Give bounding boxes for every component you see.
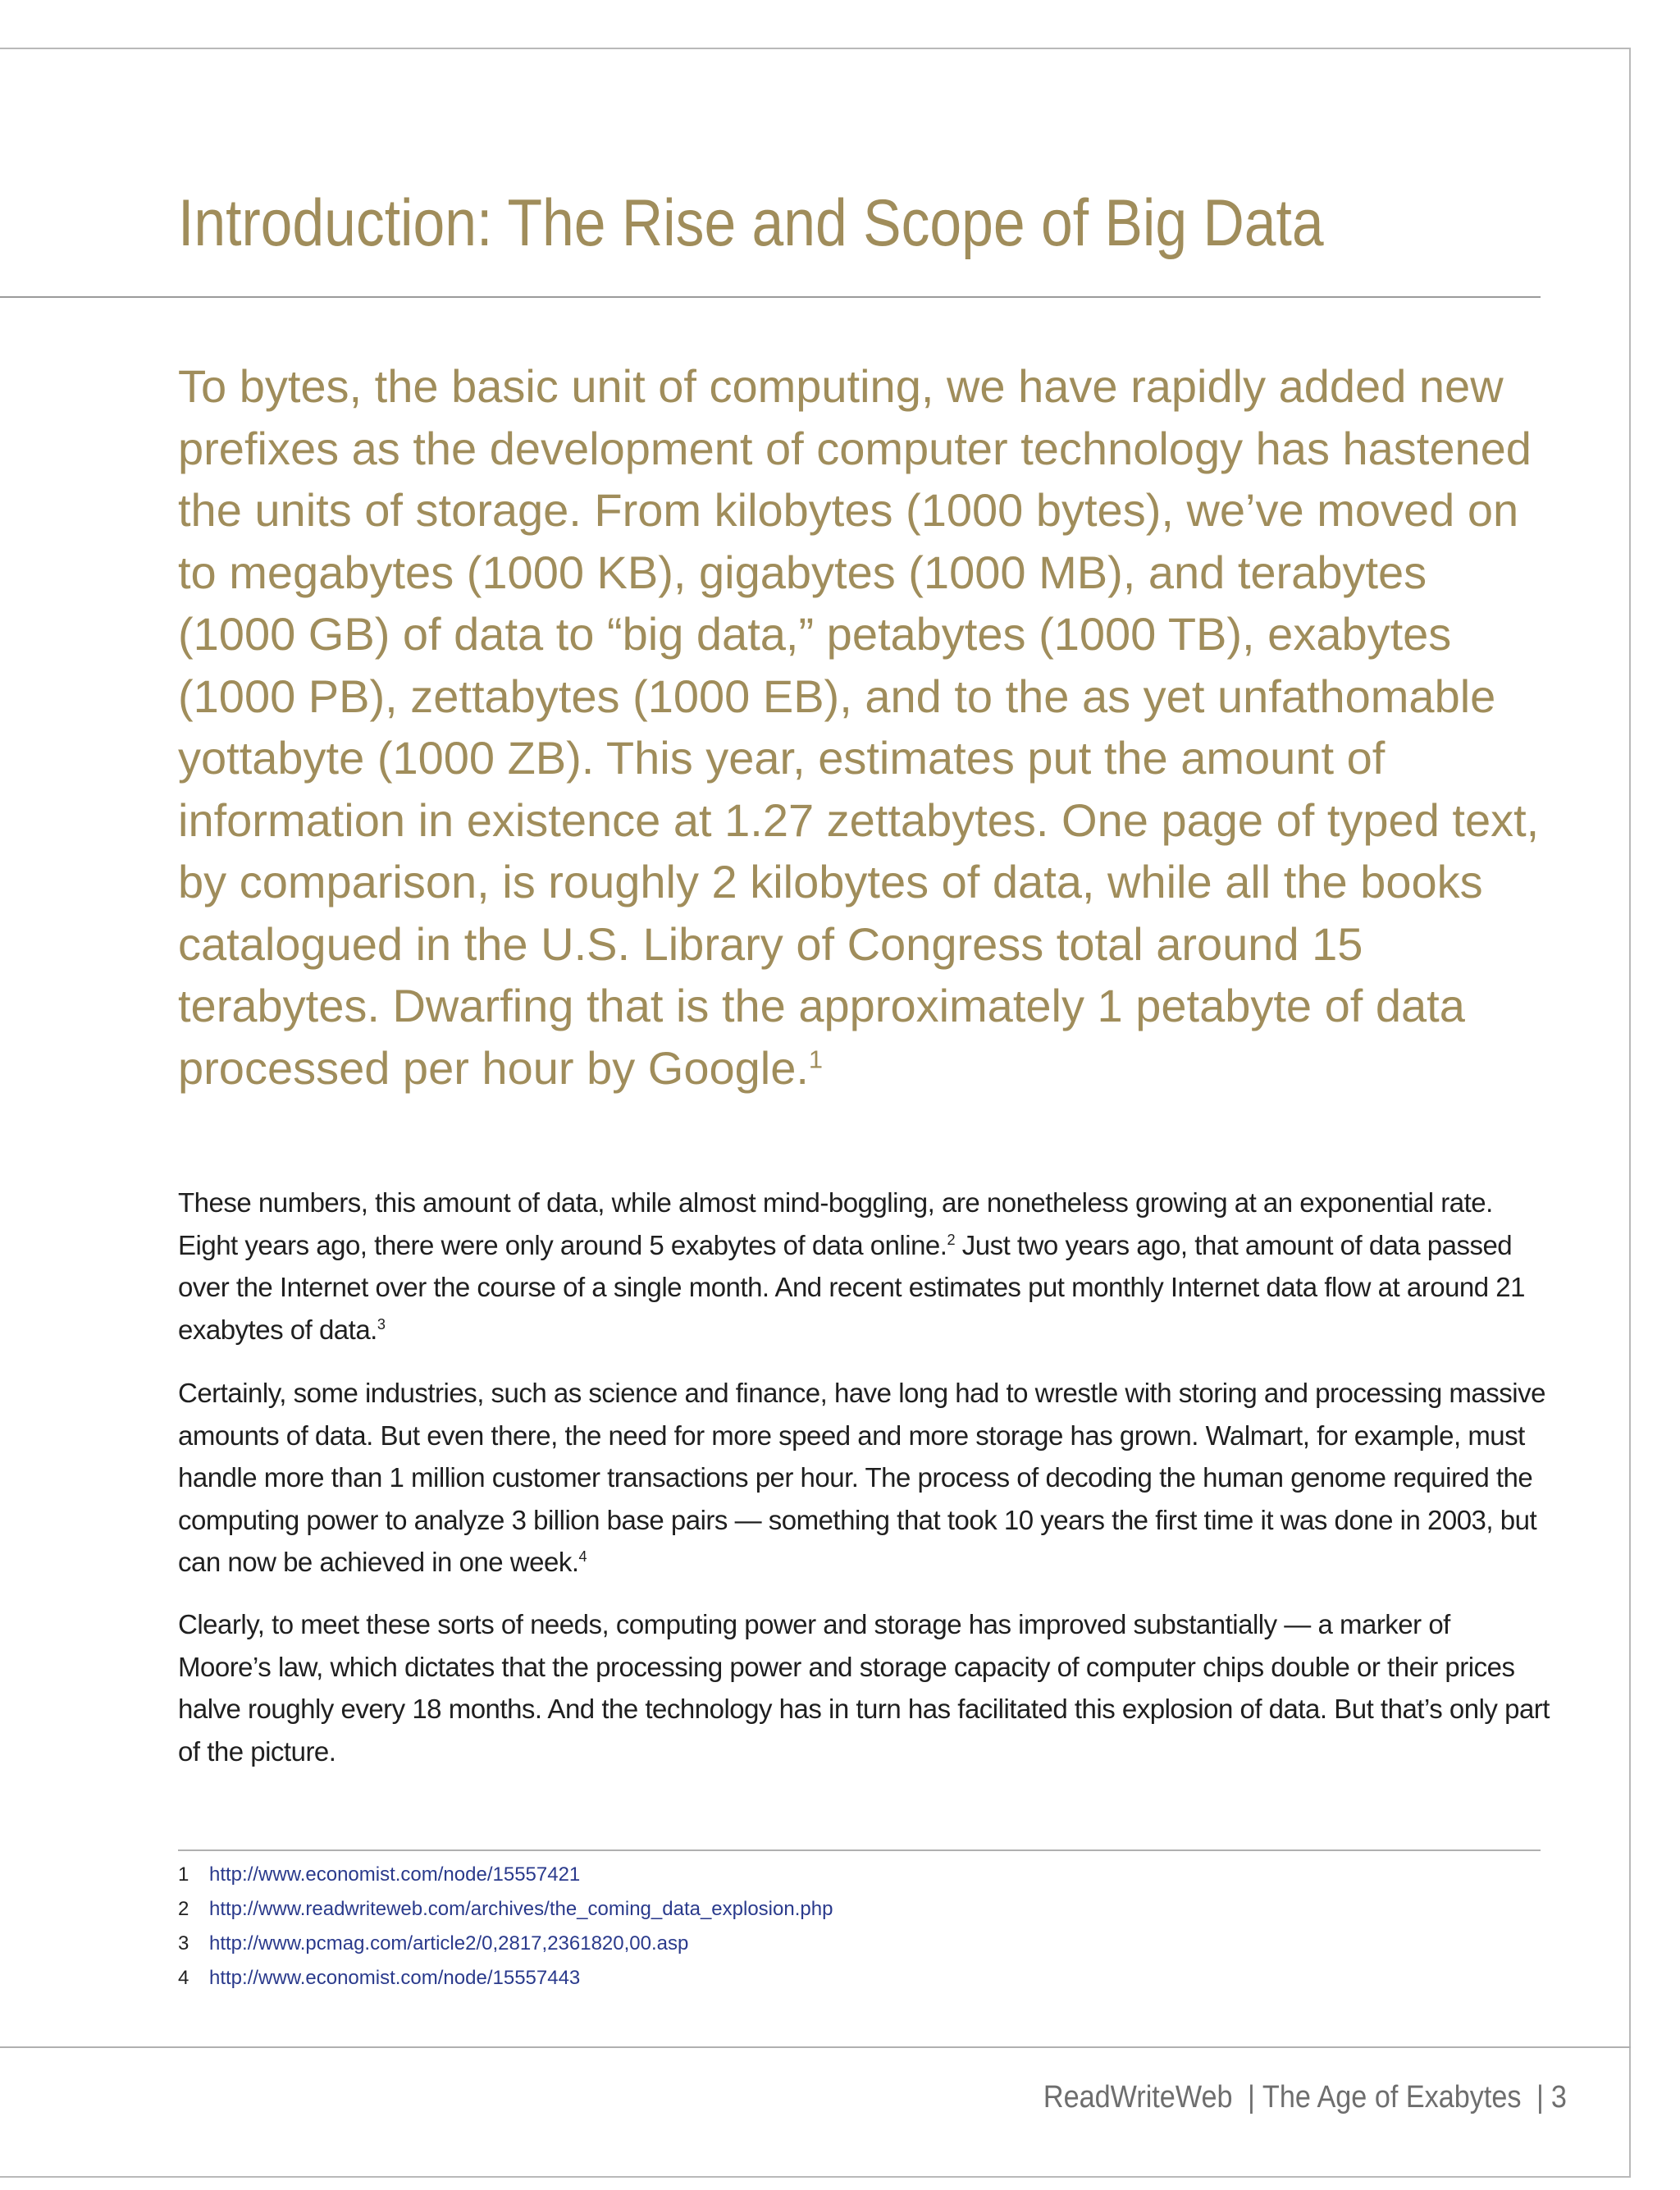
footnote-ref[interactable]: 1 [808,1044,824,1073]
footnote-item [178,1961,1326,1996]
footnote-item [178,1892,1326,1927]
body-paragraph [178,1603,1550,1772]
page-title: Introduction: The Rise and Scope of Big Data [178,186,1324,260]
title-divider [0,296,1541,298]
footnote-item [178,1858,1326,1892]
footnote-number: 4 [178,1967,189,1989]
page-number: 3 [1550,2080,1567,2115]
footnote-ref[interactable]: 4 [578,1548,587,1565]
footnote-item [178,1927,1326,1961]
body-paragraph [178,1372,1550,1584]
footnote-link[interactable]: http://www.readwriteweb.com/archives/the_coming_data_explosion.php [209,1898,833,1920]
body-paragraph [178,1182,1550,1351]
footer-publisher: ReadWriteWeb [1043,2080,1233,2115]
footer-separator: | [1536,2080,1544,2115]
paragraph-text: Clearly, to meet these sorts of needs, computing power and storage has improved substantially — a marker of Moore’s law, which dictates that the processing power and storage capacity of computer chips double or their prices halve roughly every 18 months. And the technology has in turn has facilitated this explosion of data. But that’s only part of the picture. [178,1609,1550,1767]
footer-separator: | [1248,2080,1255,2115]
footnotes-list [178,1858,1326,1996]
footnote-number: 3 [178,1932,189,1955]
footnote-number: 2 [178,1898,189,1920]
footnotes-divider [178,1849,1541,1851]
paragraph-text: Just two years ago, that amount of data passed over the Internet over the course of a single month. And recent estimates put monthly Internet data flow at around 21 exabytes of data. [178,1229,1525,1345]
footer-report-title: The Age of Exabytes [1262,2080,1522,2115]
footer-divider [0,2046,1631,2048]
paragraph-text: Certainly, some industries, such as science and finance, have long had to wrestle with storing and processing massive amounts of data. But even there, the need for more speed and more storage has grown. Walmart, for example, must handle more than 1 million customer transactions per hour. The process of decoding the human genome required the computing power to analyze 3 billion base pairs — something that took 10 years the first time it was done in 2003, but can now be achieved in one week. [178,1378,1545,1577]
page-frame-right [1629,48,1631,2178]
footnote-link[interactable]: http://www.economist.com/node/15557443 [209,1967,581,1989]
footnote-link[interactable]: http://www.economist.com/node/15557421 [209,1863,581,1886]
footnote-link[interactable]: http://www.pcmag.com/article2/0,2817,2361820,00.asp [209,1932,689,1955]
lead-paragraph [178,355,1548,1099]
footnote-ref[interactable]: 2 [947,1231,956,1248]
lead-text: To bytes, the basic unit of computing, we have rapidly added new prefixes as the development of computer technology has hastened the units of storage. From kilobytes (1000 bytes), we’ve moved on to megabytes (1000 KB), gigabytes (1000 MB), and terabytes (1000 GB) of data to “big data,” petabytes (1000 TB), exabytes (1000 PB), zettabytes (1000 EB), and to the as yet unfathomable yottabyte (1000 ZB). This year, estimates put the amount of information in existence at 1.27 zettabytes. One page of typed text, by comparison, is roughly 2 kilobytes of data, while all the books catalogued in the U.S. Library of Congress total around 15 terabytes. Dwarfing that is the approximately 1 petabyte of data processed per hour by Google. [178,360,1540,1094]
page-footer [1043,2076,1567,2119]
page-frame-top [0,48,1631,49]
paragraph-text: These numbers, this amount of data, while almost mind-boggling, are nonetheless growing at an exponential rate. Eight years ago, there were only around 5 exabytes of data online. [178,1187,1493,1260]
footnote-ref[interactable]: 3 [377,1315,386,1333]
footnote-number: 1 [178,1863,189,1886]
page-frame-bottom [0,2176,1631,2178]
